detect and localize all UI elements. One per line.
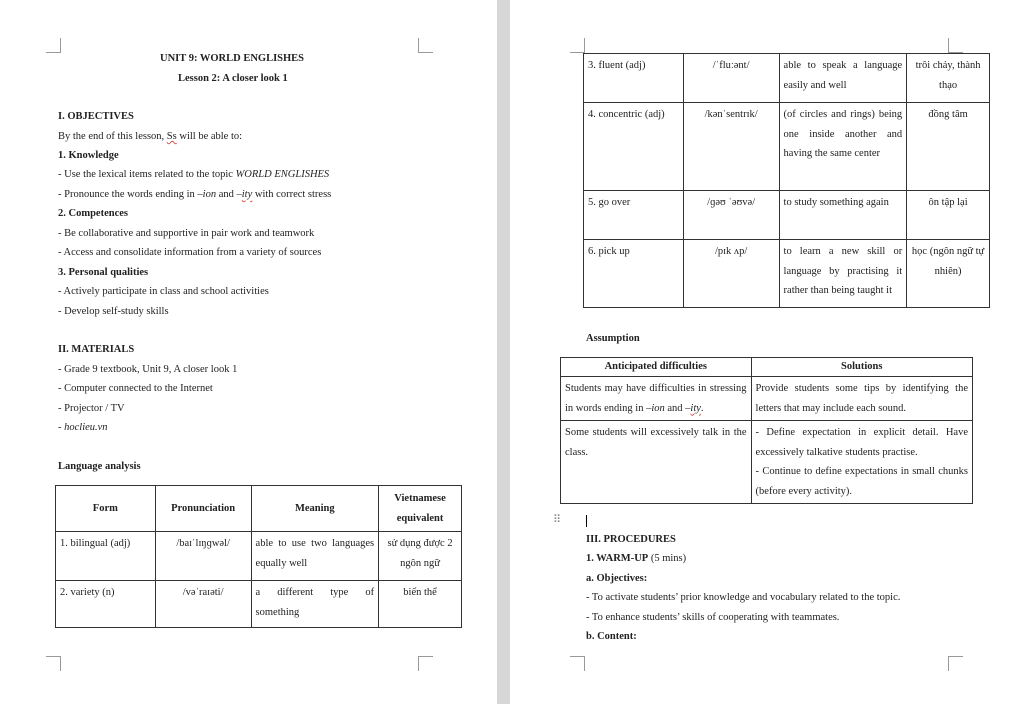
cell-vietnamese: học (ngôn ngữ tự nhiên) xyxy=(907,240,990,308)
cell-difficulty: Some students will excessively talk in the class. xyxy=(561,421,752,504)
text: - Use the lexical items related to the topic xyxy=(58,169,236,180)
cell-solution: Provide students some tips by identifying the letters that may include each sound. xyxy=(751,377,972,421)
cell-meaning: to learn a new skill or language by practising it rather than being taught it xyxy=(779,240,907,308)
cell-pronunciation: /ɡəʊ ˈəʊvə/ xyxy=(683,191,779,240)
competence-item: - Access and consolidate information from a variety of sources xyxy=(58,247,322,258)
objectives-subheading: a. Objectives: xyxy=(586,573,648,584)
cell-vietnamese: trôi chảy, thành thạo xyxy=(907,54,990,103)
text: Ss xyxy=(166,131,177,142)
text-cursor xyxy=(586,515,587,527)
text: – xyxy=(685,402,691,414)
cell-form: 4. concentric (adj) xyxy=(584,103,684,191)
personal-item: - Develop self-study skills xyxy=(58,306,169,317)
table-row xyxy=(584,54,990,103)
objectives-intro xyxy=(58,130,242,144)
personal-item: - Actively participate in class and school activities xyxy=(58,286,269,297)
crop-mark xyxy=(948,38,963,53)
table-row xyxy=(561,377,973,421)
text: (5 mins) xyxy=(648,553,687,564)
document-page-2[interactable] xyxy=(510,0,1026,704)
knowledge-item xyxy=(58,188,331,202)
text: - Pronounce the words ending in xyxy=(58,189,198,200)
competence-item: - Be collaborative and supportive in pair work and teamwork xyxy=(58,228,315,239)
cell-vietnamese: sử dụng được 2 ngôn ngữ xyxy=(379,532,462,581)
text: –ion xyxy=(646,402,665,414)
cell-vietnamese: đồng tâm xyxy=(907,103,990,191)
text: – xyxy=(236,189,242,200)
unit-title: UNIT 9: WORLD ENGLISHES xyxy=(160,53,305,64)
procedures-heading: III. PROCEDURES xyxy=(586,534,676,545)
cell-meaning: a different type of something xyxy=(251,581,379,628)
text: . xyxy=(700,402,704,414)
table-row xyxy=(56,581,462,628)
text: - Define expectation in explicit detail. Have excessively talkative students practise. xyxy=(755,427,968,458)
cell-vietnamese: biến thể xyxy=(379,581,462,628)
crop-mark xyxy=(46,656,61,671)
text: ity xyxy=(241,189,253,200)
cell-meaning: able to speak a language easily and well xyxy=(779,54,907,103)
cell-meaning: able to use two languages equally well xyxy=(251,532,379,581)
crop-mark xyxy=(948,656,963,671)
assumption-heading: Assumption xyxy=(586,333,640,344)
crop-mark xyxy=(418,656,433,671)
table-row xyxy=(584,240,990,308)
cell-pronunciation: /pɪk ʌp/ xyxy=(683,240,779,308)
content-subheading: b. Content: xyxy=(586,631,637,642)
cell-pronunciation: /vəˈraɪəti/ xyxy=(155,581,251,628)
header-form: Form xyxy=(56,486,156,532)
table-header-row xyxy=(56,486,462,532)
header-vietnamese: Vietnamese equivalent xyxy=(379,486,462,532)
document-page-1[interactable] xyxy=(0,0,497,704)
text: and xyxy=(216,189,237,200)
text: with correct stress xyxy=(252,189,332,200)
cell-meaning: to study something again xyxy=(779,191,907,240)
materials-heading: II. MATERIALS xyxy=(58,344,135,355)
material-item: - hoclieu.vn xyxy=(58,422,108,433)
text: ity xyxy=(690,402,701,414)
cell-form: 2. variety (n) xyxy=(56,581,156,628)
table-row xyxy=(561,421,973,504)
cell-vietnamese: ôn tập lại xyxy=(907,191,990,240)
text: Students may have difficulties in stressing in words ending in xyxy=(565,383,747,414)
text: 1. WARM-UP xyxy=(586,553,649,564)
cell-pronunciation: /baɪˈlɪŋɡwəl/ xyxy=(155,532,251,581)
cell-form: 1. bilingual (adj) xyxy=(56,532,156,581)
cell-form: 5. go over xyxy=(584,191,684,240)
material-item: - Projector / TV xyxy=(58,403,125,414)
table-header-row xyxy=(561,358,973,377)
table-row xyxy=(584,191,990,240)
text: and xyxy=(664,402,686,414)
page-gutter xyxy=(497,0,510,704)
warmup-heading xyxy=(586,552,686,566)
material-item: - Grade 9 textbook, Unit 9, A closer look 1 xyxy=(58,364,238,375)
header-pronunciation: Pronunciation xyxy=(155,486,251,532)
table-row xyxy=(56,532,462,581)
crop-mark xyxy=(570,38,585,53)
header-difficulties: Anticipated difficulties xyxy=(561,358,752,377)
cell-meaning: (of circles and rings) being one inside another and having the same center xyxy=(779,103,907,191)
text: –ion xyxy=(197,189,217,200)
knowledge-item xyxy=(58,168,329,182)
objectives-heading: I. OBJECTIVES xyxy=(58,111,134,122)
lesson-title: Lesson 2: A closer look 1 xyxy=(178,73,288,84)
text: will be able to: xyxy=(176,131,243,142)
language-analysis-table xyxy=(55,485,462,628)
objective-item: - To activate students’ prior knowledge and vocabulary related to the topic. xyxy=(586,592,901,603)
material-item: - Computer connected to the Internet xyxy=(58,383,213,394)
cell-form: 3. fluent (adj) xyxy=(584,54,684,103)
objective-item: - To enhance students’ skills of cooperating with teammates. xyxy=(586,612,840,623)
crop-mark xyxy=(46,38,61,53)
crop-mark xyxy=(570,656,585,671)
text: WORLD ENGLISHES xyxy=(235,169,330,180)
cell-difficulty xyxy=(561,377,752,421)
assumption-table xyxy=(560,357,973,504)
crop-mark xyxy=(418,38,433,53)
personal-qualities-heading: 3. Personal qualities xyxy=(58,267,149,278)
cell-form: 6. pick up xyxy=(584,240,684,308)
cell-solution xyxy=(751,421,972,504)
table-move-handle[interactable]: ⠿ xyxy=(553,514,561,526)
cell-pronunciation: /ˈfluːənt/ xyxy=(683,54,779,103)
language-analysis-table-continued xyxy=(583,53,990,308)
text: - Continue to define expectations in small chunks (before every activity). xyxy=(755,466,968,497)
language-analysis-heading: Language analysis xyxy=(58,461,141,472)
header-solutions: Solutions xyxy=(751,358,972,377)
header-meaning: Meaning xyxy=(251,486,379,532)
cell-pronunciation: /kənˈsentrɪk/ xyxy=(683,103,779,191)
knowledge-heading: 1. Knowledge xyxy=(58,150,119,161)
table-row xyxy=(584,103,990,191)
text: By the end of this lesson, xyxy=(58,131,167,142)
competences-heading: 2. Competences xyxy=(58,208,128,219)
